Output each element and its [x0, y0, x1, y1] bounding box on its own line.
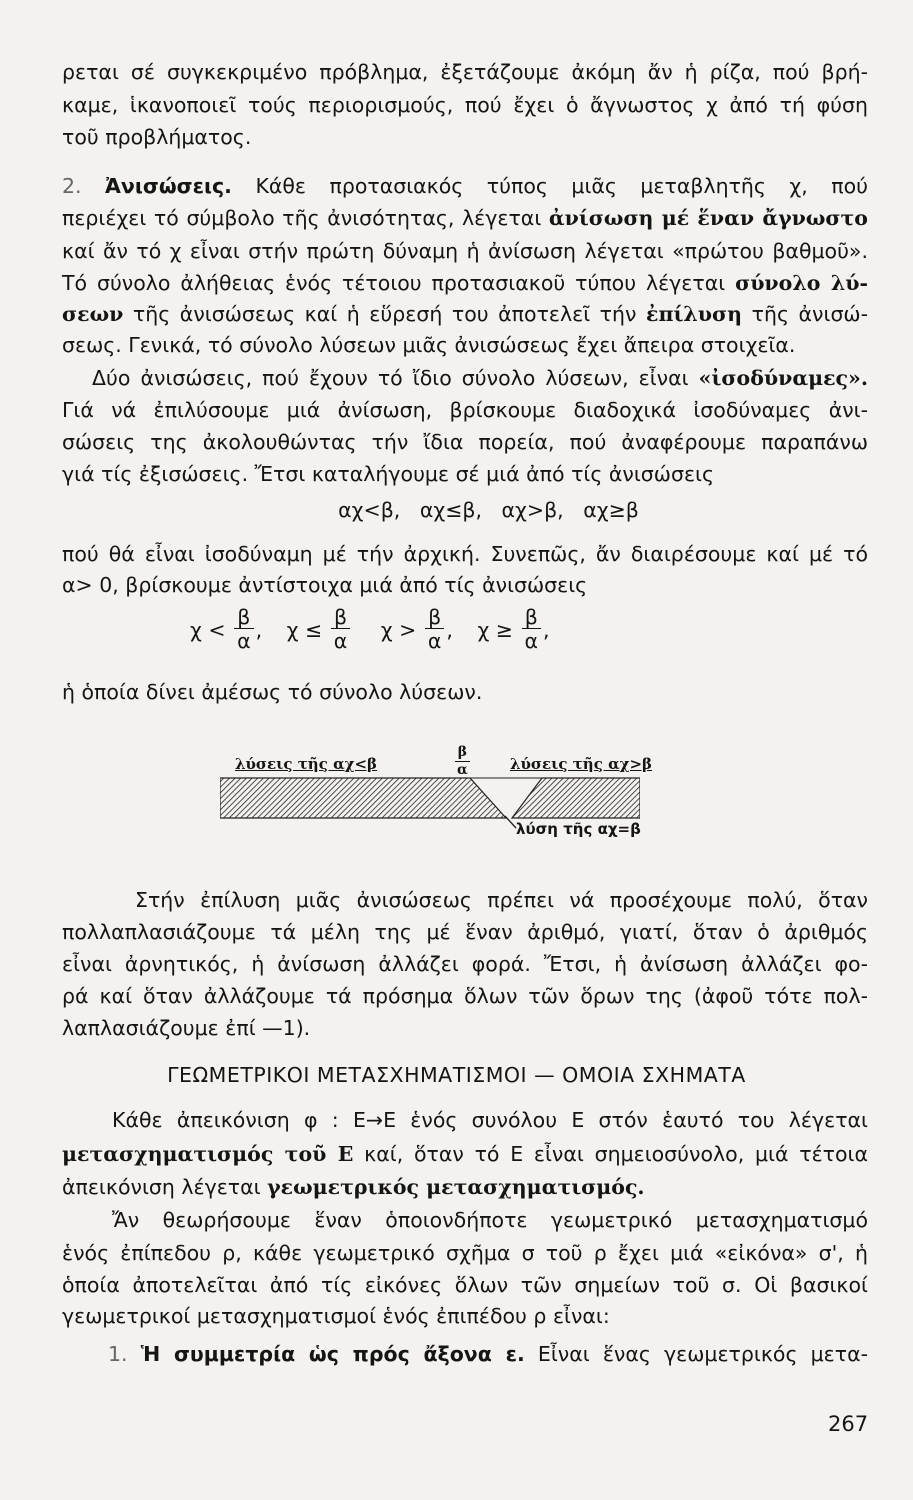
text-line: ἀπεικόνιση λέγεται γεωμετρικός μετασχηματισμός. — [62, 1175, 645, 1199]
text-line: μετασχηματισμός τοῦ Ε καί, ὅταν τό Ε εἶναι σημειοσύνολο, μιά τέτοια — [62, 1142, 868, 1166]
formula-divided-inequalities — [190, 606, 550, 653]
text-line: εἶναι ἀρνητικός, ἡ ἀνίσωση ἀλλάζει φορά. Ἔτσι, ἡ ἀνίσωση ἀλλάζει φο- — [62, 952, 868, 976]
text-line: σεως. Γενικά, τό σύνολο λύσεων μιᾶς ἀνισώσεως ἔχει ἄπειρα στοιχεῖα. — [62, 333, 796, 357]
text-line: Ἄν θεωρήσουμε ἕναν ὁποιονδήποτε γεωμετρικό μετασχηματισμό — [112, 1208, 868, 1232]
left-hatched-region — [220, 778, 506, 818]
diagram-fraction: β α — [457, 744, 468, 778]
text-line: σεων τῆς ἀνισώσεως καί ἡ εὕρεσή του ἀποτελεῖ τήν ἐπίλυση τῆς ἀνισώ- — [62, 302, 868, 326]
text-line: ρεται σέ συγκεκριμένο πρόβλημα, ἐξετάζουμε ἀκόμη ἄν ἡ ρίζα, πού βρή- — [62, 60, 868, 84]
text-line: ἑνός ἐπίπεδου ρ, κάθε γεωμετρικό σχῆμα σ τοῦ ρ ἔχει μιά «εἰκόνα» σ', ἡ — [62, 1241, 868, 1265]
term-bold: «ἰσοδύναμες». — [698, 366, 868, 390]
term-bold: σεων — [62, 302, 124, 326]
formula-inequalities: αχ<β, αχ≤β, αχ>β, αχ≥β — [338, 498, 639, 522]
term-bold: ἐπίλυση — [646, 302, 743, 326]
text-line: σώσεις της ἀκολουθώντας τήν ἴδια πορεία, πού ἀναφέρουμε παραπάνω — [62, 430, 868, 454]
text-line: καμε, ἱκανοποιεῖ τούς περιορισμούς, πού ἔχει ὁ ἄγνωστος χ ἀπό τή φύση — [62, 93, 868, 117]
inequality: χ ≥ $\frac{\beta}{\alpha}$ , — [477, 605, 550, 653]
fraction: $\frac{\beta}{\alpha}$ — [425, 606, 445, 653]
text-line: περιέχει τό σύμβολο τῆς ἀνισότητας, λέγεται ἀνίσωση μέ ἕναν ἄγνωστο — [62, 206, 868, 230]
left-region-label: λύσεις τῆς αχ<β — [235, 755, 378, 773]
term-bold: ἀνίσωση μέ ἕναν ἄγνωστο — [548, 206, 868, 230]
text-line: Κάθε ἀπεικόνιση φ : Ε→Ε ἑνός συνόλου Ε στόν ἑαυτό του λέγεται — [112, 1108, 868, 1132]
right-region-label: λύσεις τῆς αχ>β — [510, 755, 653, 773]
solution-point-label: λύση τῆς αχ=β — [516, 820, 641, 838]
text-line: Στήν ἐπίλυση μιᾶς ἀνισώσεως πρέπει νά προσέχουμε πολύ, ὅταν — [135, 888, 868, 912]
section-number: 2. — [62, 174, 82, 198]
term-bold: μετασχηματισμός τοῦ Ε — [62, 1142, 354, 1166]
text-line: πού θά εἶναι ἰσοδύναμη μέ τήν ἀρχική. Συνεπῶς, ἄν διαιρέσουμε καί μέ τό — [62, 542, 868, 566]
section-title: Ἀνισώσεις. — [105, 174, 232, 198]
fraction: $\frac{\beta}{\alpha}$ — [234, 606, 254, 653]
text-line: λαπλασιάζουμε ἐπί —1). — [62, 1016, 311, 1040]
term-bold: σύνολο λύ- — [735, 271, 868, 295]
fraction: $\frac{\beta}{\alpha}$ — [331, 606, 351, 653]
text-line: γεωμετρικοί μετασχηματισμοί ἑνός ἐπιπέδου ρ εἶναι: — [62, 1304, 610, 1328]
item-title: Ἡ συμμετρία ὡς πρός ἄξονα ε. — [140, 1342, 525, 1366]
text-line: ρά καί ὅταν ἀλλάζουμε τά πρόσημα ὅλων τῶν ὅρων της (ἀφοῦ τότε πολ- — [62, 984, 868, 1008]
inequality: χ < $\frac{\beta}{\alpha}$ , — [190, 605, 263, 653]
page-number: 267 — [828, 1412, 869, 1436]
term-bold: γεωμετρικός μετασχηματισμός. — [267, 1175, 645, 1199]
item-number: 1. — [108, 1342, 128, 1366]
right-hatched-region — [512, 778, 640, 818]
fraction: $\frac{\beta}{\alpha}$ — [522, 606, 542, 653]
text-line: καί ἄν τό χ εἶναι στήν πρώτη δύναμη ἡ ἀνίσωση λέγεται «πρώτου βαθμοῦ». — [62, 239, 868, 263]
item-1-line: 1. Ἡ συμμετρία ὡς πρός ἄξονα ε. Εἶναι ἕνας γεωμετρικός μετα- — [108, 1342, 868, 1366]
inequality: χ > $\frac{\beta}{\alpha}$ , — [380, 605, 453, 653]
text-line: α> 0, βρίσκουμε ἀντίστοιχα μιά ἀπό τίς ἀνισώσεις — [62, 573, 588, 597]
text-line: πολλαπλασιάζουμε τά μέλη της μέ ἕναν ἀριθμό, γιατί, ὅταν ὁ ἀριθμός — [62, 920, 868, 944]
text-line: γιά τίς ἐξισώσεις. Ἔτσι καταλήγουμε σέ μιά ἀπό τίς ἀνισώσεις — [62, 462, 715, 486]
text-line: Δύο ἀνισώσεις, πού ἔχουν τό ἴδιο σύνολο λύσεων, εἶναι «ἰσοδύναμες». — [92, 366, 868, 390]
section-2-line: 2. Ἀνισώσεις. Κάθε προτασιακός τύπος μιᾶς μεταβλητῆς χ, πού — [62, 174, 868, 198]
text-line: τοῦ προβλήματος. — [62, 125, 252, 149]
text-line: Γιά νά ἐπιλύσουμε μιά ἀνίσωση, βρίσκουμε διαδοχικά ἰσοδύναμες ἀνι- — [62, 398, 868, 422]
text-line: Τό σύνολο ἀλήθειας ἑνός τέτοιου προτασιακοῦ τύπου λέγεται σύνολο λύ- — [62, 271, 868, 295]
text-line: ὁποία ἀποτελεῖται ἀπό τίς εἰκόνες ὅλων τῶν σημείων τοῦ σ. Οἱ βασικοί — [62, 1273, 868, 1297]
inequality: χ ≤ $\frac{\beta}{\alpha}$ — [287, 617, 359, 641]
text-line: ἡ ὁποία δίνει ἀμέσως τό σύνολο λύσεων. — [62, 680, 483, 704]
section-heading: ΓΕΩΜΕΤΡΙΚΟΙ ΜΕΤΑΣΧΗΜΑΤΙΣΜΟΙ — ΟΜΟΙΑ ΣΧΗΜΑΤΑ — [167, 1063, 746, 1087]
